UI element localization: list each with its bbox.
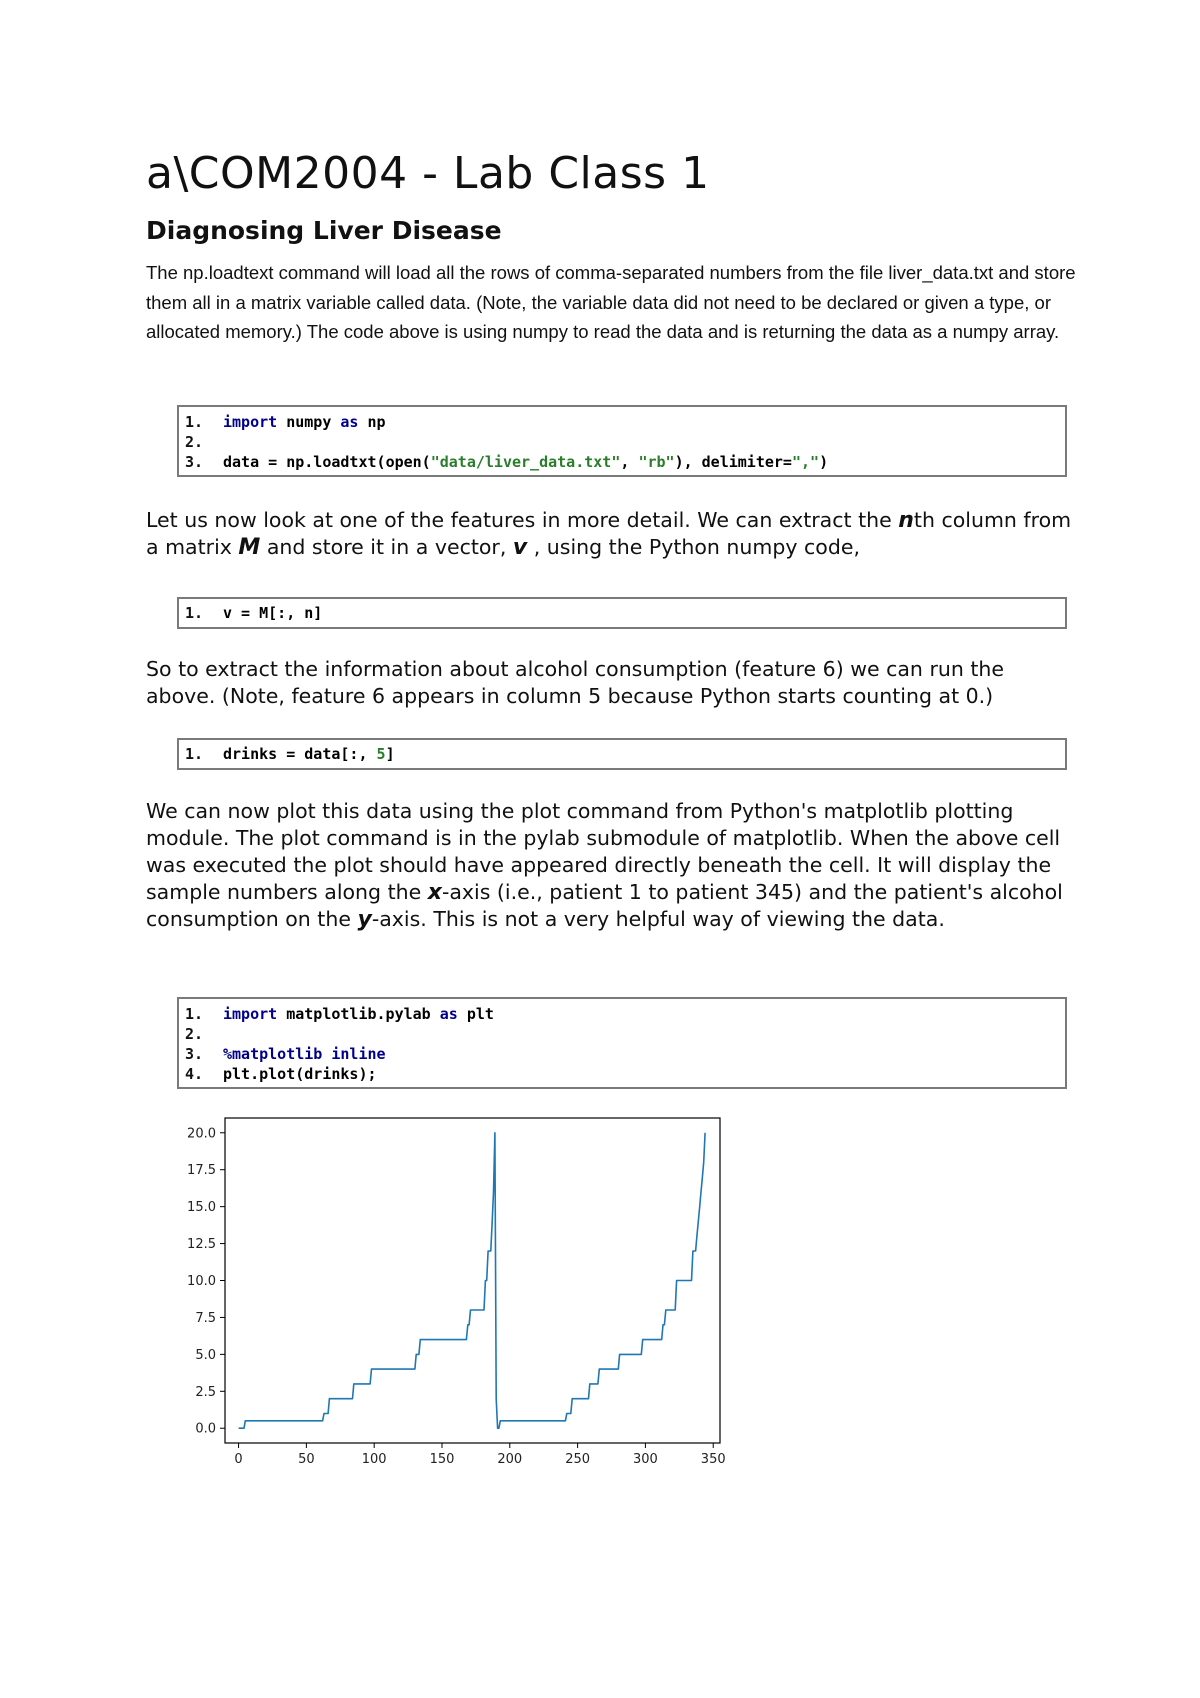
line-number: 4. bbox=[185, 1065, 204, 1083]
text-run: We can now plot this data using the plot command from Python's matplotlib plotting module. The plot command is in the pylab submodule of matplotlib. When the above cell was executed the plot should have appeared directly beneath the cell. It will display the sample numbers along the bbox=[146, 799, 1061, 904]
code-token: numpy bbox=[286, 413, 332, 431]
plot-frame bbox=[225, 1118, 720, 1443]
math-var-M: M bbox=[238, 535, 261, 560]
page-title: a\COM2004 - Lab Class 1 bbox=[146, 148, 710, 199]
code-block-drinks bbox=[177, 738, 1067, 770]
code-token: drinks = data[:, bbox=[223, 745, 377, 763]
x-tick-label: 150 bbox=[429, 1452, 455, 1467]
intro-paragraph: The np.loadtext command will load all the rows of comma-separated numbers from the file liver_data.txt and store them all in a matrix variable called data. (Note, the variable data did not need to be declared or given a type, or allocated memory.) The code above is using numpy to read the data and is returning the data as a numpy array. bbox=[146, 262, 1076, 342]
text-run: , using the Python numpy code, bbox=[527, 535, 860, 559]
code-token: np bbox=[367, 413, 386, 431]
code-block-loadtxt bbox=[177, 405, 1067, 477]
y-tick-label: 20.0 bbox=[187, 1126, 216, 1142]
code-block-plot bbox=[177, 997, 1067, 1089]
paragraph-plot bbox=[146, 798, 1076, 933]
y-tick-label: 10.0 bbox=[187, 1274, 216, 1289]
math-var-x: x bbox=[427, 880, 442, 905]
code-token: plt.plot(drinks); bbox=[223, 1065, 377, 1083]
y-tick-label: 17.5 bbox=[187, 1163, 216, 1179]
code-string: "data/liver_data.txt" bbox=[430, 453, 621, 471]
code-keyword: %matplotlib bbox=[223, 1045, 323, 1063]
paragraph-alcohol: So to extract the information about alcohol consumption (feature 6) we can run the above. (Note, feature 6 appears in column 5 because Python starts counting at 0.) bbox=[146, 657, 1005, 708]
line-number: 2. bbox=[185, 1025, 204, 1043]
math-var-y: y bbox=[357, 907, 372, 932]
line-number: 1. bbox=[185, 413, 204, 431]
line-number: 3. bbox=[185, 453, 204, 471]
y-tick-label: 7.5 bbox=[195, 1310, 216, 1326]
code-keyword: inline bbox=[331, 1045, 386, 1063]
x-tick-label: 0 bbox=[234, 1452, 243, 1467]
code-line bbox=[185, 1004, 1059, 1024]
y-tick-label: 15.0 bbox=[187, 1200, 216, 1216]
code-number: 5 bbox=[376, 745, 386, 763]
text-run: th column from a matrix bbox=[146, 508, 1072, 559]
x-tick-label: 350 bbox=[700, 1452, 726, 1467]
x-tick-label: 100 bbox=[361, 1452, 387, 1467]
code-line bbox=[185, 1044, 1059, 1064]
code-block-column bbox=[177, 597, 1067, 629]
code-token: ), delimiter= bbox=[674, 453, 792, 471]
math-var-n: n bbox=[898, 508, 914, 533]
line-number: 3. bbox=[185, 1045, 204, 1063]
code-line bbox=[185, 452, 1059, 472]
code-line bbox=[185, 412, 1059, 432]
code-keyword: import bbox=[223, 1005, 278, 1023]
code-line bbox=[185, 1064, 1059, 1084]
code-keyword: import bbox=[223, 413, 278, 431]
code-token: plt bbox=[466, 1005, 494, 1023]
line-number: 2. bbox=[185, 433, 204, 451]
line-number: 1. bbox=[185, 604, 204, 622]
code-token: ] bbox=[385, 745, 395, 763]
y-tick-label: 0.0 bbox=[195, 1421, 216, 1437]
text-run: and store it in a vector, bbox=[260, 535, 513, 559]
text-run: -axis (i.e., patient 1 to patient 345) and the patient's alcohol consumption on the bbox=[146, 880, 1063, 931]
code-token: , bbox=[620, 453, 639, 471]
code-token: open( bbox=[385, 453, 431, 471]
line-number: 1. bbox=[185, 745, 204, 763]
y-tick-label: 2.5 bbox=[195, 1384, 216, 1400]
x-tick-label: 250 bbox=[565, 1452, 591, 1467]
text-run: Let us now look at one of the features in more detail. We can extract the bbox=[146, 508, 899, 532]
math-var-v: v bbox=[512, 535, 528, 560]
code-keyword: as bbox=[439, 1005, 458, 1023]
code-line bbox=[185, 603, 1059, 623]
section-heading: Diagnosing Liver Disease bbox=[146, 216, 502, 245]
line-chart bbox=[165, 1110, 735, 1470]
x-tick-label: 50 bbox=[298, 1452, 315, 1467]
y-tick-label: 5.0 bbox=[195, 1347, 216, 1363]
line-number: 1. bbox=[185, 1005, 204, 1023]
code-token: matplotlib.pylab bbox=[286, 1005, 431, 1023]
text-run: -axis. This is not a very helpful way of viewing the data. bbox=[371, 907, 945, 931]
code-line bbox=[185, 432, 1059, 452]
paragraph-extract-column bbox=[146, 507, 1076, 561]
code-line bbox=[185, 744, 1059, 764]
code-token: v = M[:, n] bbox=[223, 604, 323, 622]
code-string: "," bbox=[791, 453, 820, 471]
code-string: "rb" bbox=[638, 453, 675, 471]
code-token: data = np.loadtxt( bbox=[223, 453, 386, 471]
x-tick-label: 200 bbox=[497, 1452, 523, 1467]
y-tick-label: 12.5 bbox=[187, 1237, 216, 1253]
code-keyword: as bbox=[340, 413, 359, 431]
code-token: ) bbox=[819, 453, 829, 471]
x-tick-label: 300 bbox=[632, 1452, 658, 1467]
code-line bbox=[185, 1024, 1059, 1044]
